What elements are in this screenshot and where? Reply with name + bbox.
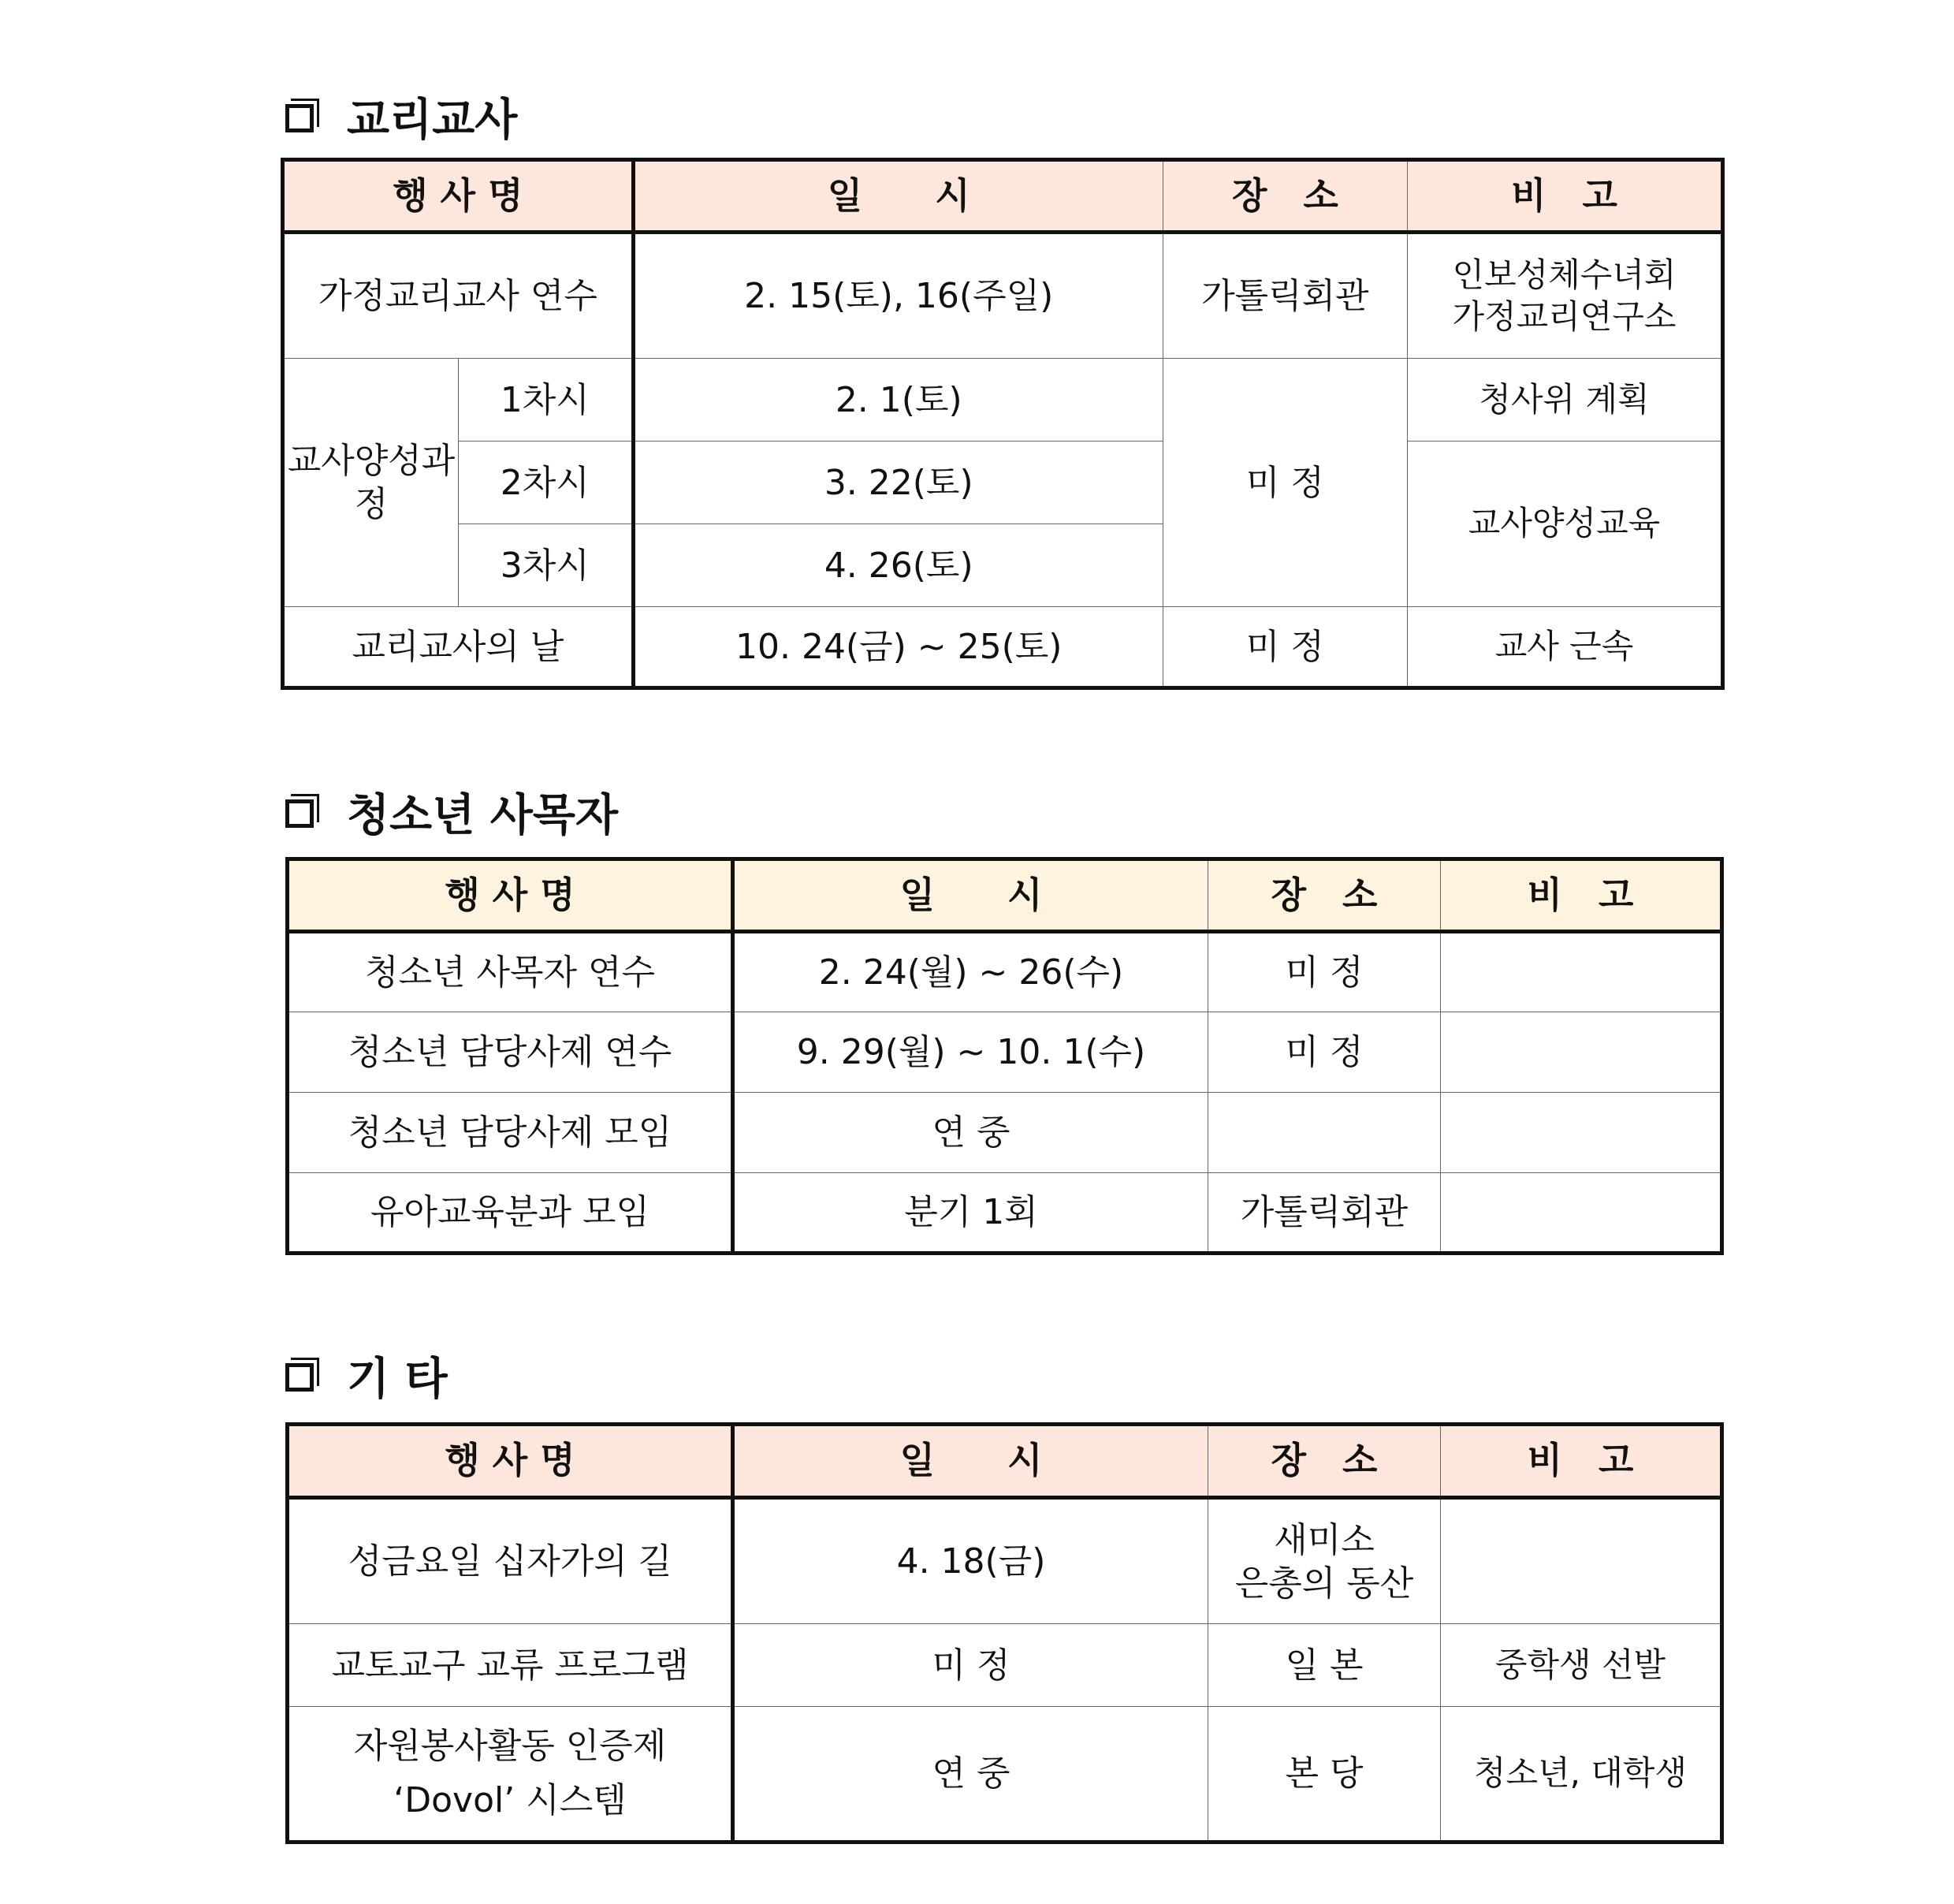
table-row: [288, 1498, 1722, 1624]
event-date: 2. 24(월) ~ 26(수): [733, 932, 1208, 1012]
youth-ministry-table: [285, 857, 1724, 1255]
event-date: 4. 18(금): [733, 1498, 1208, 1624]
section-heading-1: [285, 85, 517, 148]
table-row: [288, 1012, 1722, 1093]
event-place: 새미소 은총의 동산: [1208, 1498, 1441, 1624]
event-place: 일 본: [1208, 1624, 1441, 1707]
event-name: 가정교리교사 연수: [283, 233, 634, 359]
checkbox-square-icon: [285, 104, 314, 132]
event-name: 교사양성과정: [283, 359, 459, 607]
event-note: 교사양성교육: [1408, 442, 1723, 607]
event-name: 청소년 사목자 연수: [288, 932, 733, 1012]
event-date: 9. 29(월) ~ 10. 1(수): [733, 1012, 1208, 1093]
event-place: 가톨릭회관: [1208, 1173, 1441, 1254]
event-place: 본 당: [1208, 1707, 1441, 1843]
event-note: 청소년, 대학생: [1441, 1707, 1722, 1843]
table-row: [283, 359, 1723, 442]
table-row: [288, 932, 1722, 1012]
table-row: [288, 1093, 1722, 1173]
event-name: 교토교구 교류 프로그램: [288, 1624, 733, 1707]
header-note: 비 고: [1441, 859, 1722, 932]
event-name: 교리교사의 날: [283, 607, 634, 688]
header-event-name: 행 사 명: [288, 859, 733, 932]
event-date: 분기 1회: [733, 1173, 1208, 1254]
section-title: 교리교사: [347, 95, 518, 146]
event-date: 3. 22(토): [633, 442, 1163, 524]
event-note: [1441, 1012, 1722, 1093]
event-date: 연 중: [733, 1707, 1208, 1843]
event-place: 가톨릭회관: [1163, 233, 1407, 359]
session-label: 2차시: [458, 442, 633, 524]
event-note: 인보성체수녀회 가정교리연구소: [1408, 233, 1723, 359]
event-place: [1208, 1093, 1441, 1173]
section-title: 기 타: [347, 1354, 448, 1405]
event-place: 미 정: [1208, 932, 1441, 1012]
event-note: [1441, 1173, 1722, 1254]
event-name: 자원봉사활동 인증제 ‘Dovol’ 시스템: [288, 1707, 733, 1843]
event-date: 2. 15(토), 16(주일): [633, 233, 1163, 359]
event-name: 성금요일 십자가의 길: [288, 1498, 733, 1624]
session-label: 1차시: [458, 359, 633, 442]
event-note: [1441, 1093, 1722, 1173]
checkbox-square-icon: [285, 1363, 314, 1392]
section-heading-3: [285, 1344, 448, 1407]
checkbox-square-icon: [285, 799, 314, 828]
event-date: 10. 24(금) ~ 25(토): [633, 607, 1163, 688]
header-place: 장 소: [1208, 1425, 1441, 1498]
header-place: 장 소: [1208, 859, 1441, 932]
table-row: [288, 1624, 1722, 1707]
table-row: [283, 442, 1723, 524]
header-date: 일 시: [633, 160, 1163, 233]
event-name: 청소년 담당사제 모임: [288, 1093, 733, 1173]
event-note: 청사위 계획: [1408, 359, 1723, 442]
event-date: 4. 26(토): [633, 524, 1163, 607]
table-row: [288, 1173, 1722, 1254]
table-row: [283, 233, 1723, 359]
event-note: 중학생 선발: [1441, 1624, 1722, 1707]
table-row: [288, 1707, 1722, 1843]
header-date: 일 시: [733, 859, 1208, 932]
header-date: 일 시: [733, 1425, 1208, 1498]
header-note: 비 고: [1441, 1425, 1722, 1498]
event-name: 청소년 담당사제 연수: [288, 1012, 733, 1093]
event-name: 유아교육분과 모임: [288, 1173, 733, 1254]
event-place: 미 정: [1163, 607, 1407, 688]
header-event-name: 행 사 명: [288, 1425, 733, 1498]
header-note: 비 고: [1408, 160, 1723, 233]
event-date: 2. 1(토): [633, 359, 1163, 442]
header-event-name: 행 사 명: [283, 160, 634, 233]
session-label: 3차시: [458, 524, 633, 607]
event-place: 미 정: [1208, 1012, 1441, 1093]
section-title: 청소년 사목자: [347, 790, 619, 841]
event-note: [1441, 1498, 1722, 1624]
teacher-schedule-table: [281, 158, 1725, 690]
header-place: 장 소: [1163, 160, 1407, 233]
event-date: 연 중: [733, 1093, 1208, 1173]
section-heading-2: [285, 781, 618, 844]
event-note: 교사 근속: [1408, 607, 1723, 688]
event-note: [1441, 932, 1722, 1012]
event-date: 미 정: [733, 1624, 1208, 1707]
other-events-table: [285, 1422, 1724, 1844]
event-place: 미 정: [1163, 359, 1407, 607]
table-row: [283, 607, 1723, 688]
